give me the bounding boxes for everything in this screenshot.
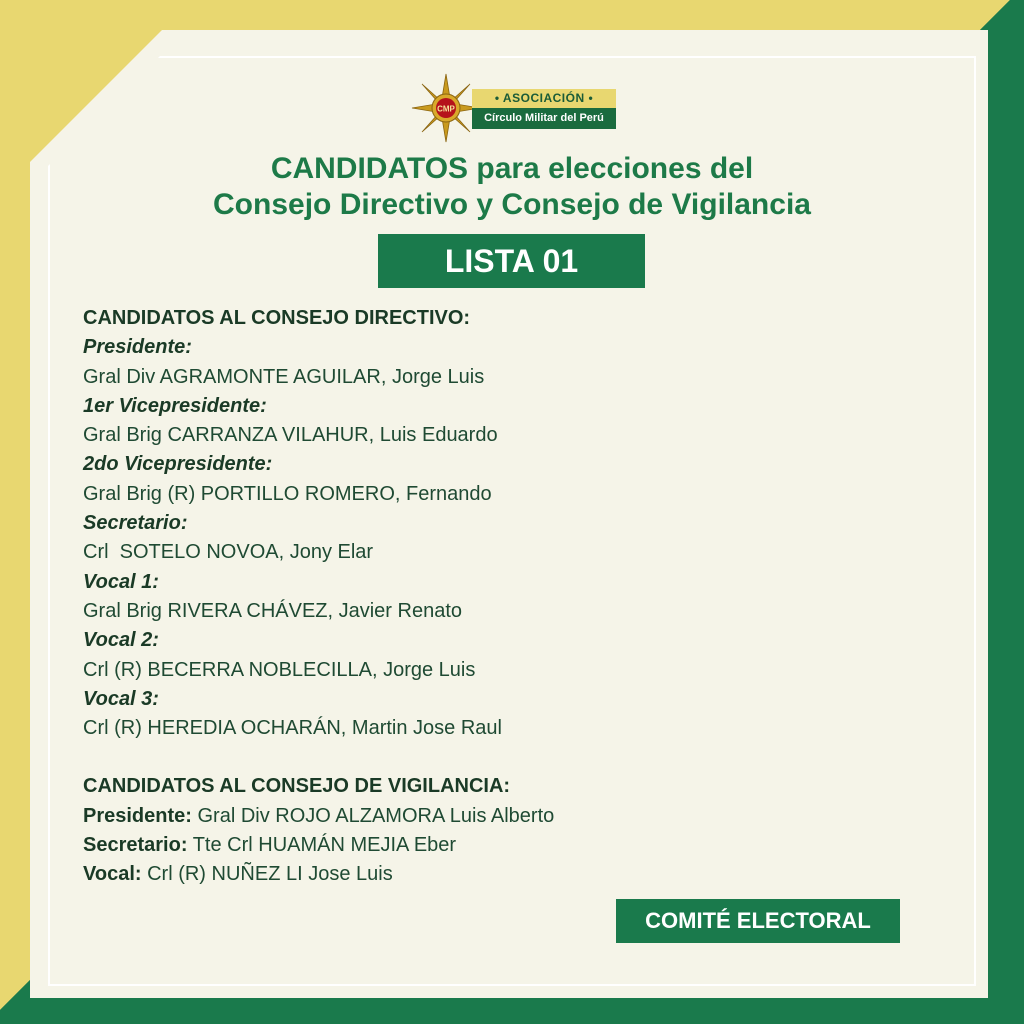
candidate-name: Gral Brig RIVERA CHÁVEZ, Javier Renato [83,599,463,622]
vigilancia-heading: CANDIDATOS AL CONSEJO DE VIGILANCIA: [83,775,511,798]
role-label: Vocal: [83,863,142,886]
role-label: Vocal 2: [83,629,159,652]
lista-badge: LISTA 01 [378,234,645,288]
logo-bottom-text: Círculo Militar del Perú [472,108,616,129]
candidate-name: Tte Crl HUAMÁN MEJIA Eber [187,834,457,857]
candidate-name: Gral Div ROJO ALZAMORA Luis Alberto [191,804,555,827]
directivo-heading: CANDIDATOS AL CONSEJO DIRECTIVO: [83,307,471,329]
candidates-content [83,304,903,890]
role-label: Vocal 1: [83,570,159,593]
logo-top-text: • ASOCIACIÓN • [472,89,616,108]
page-title-line2: Consejo Directivo y Consejo de Vigilancia [213,188,811,221]
role-label: Secretario: [83,834,188,857]
role-label: Presidente: [83,804,192,827]
comite-electoral-badge: COMITÉ ELECTORAL [616,899,900,943]
vigilancia-row [83,831,903,860]
page-title-line1: CANDIDATOS para elecciones del [270,152,754,185]
role-label: Presidente: [83,336,192,359]
logo-text-box [472,89,616,129]
emblem-text: CMP [437,104,455,114]
role-label: 2do Vicepresidente: [83,453,273,476]
section-spacer [83,743,903,772]
vigilancia-row [83,802,903,831]
candidate-name: Crl (R) BECERRA NOBLECILLA, Jorge Luis [83,658,476,681]
role-label: Vocal 3: [83,687,159,710]
candidate-name: Crl (R) HEREDIA OCHARÁN, Martin Jose Raul [83,717,502,740]
role-label: Secretario: [83,512,188,535]
association-logo [410,72,620,144]
candidate-name: Crl (R) NUÑEZ LI Jose Luis [141,863,393,886]
candidate-name: Gral Div AGRAMONTE AGUILAR, Jorge Luis [83,365,485,388]
role-label: 1er Vicepresidente: [83,394,267,417]
candidate-name: Gral Brig CARRANZA VILAHUR, Luis Eduardo [83,424,498,447]
vigilancia-row [83,860,903,889]
candidate-name: Crl SOTELO NOVOA, Jony Elar [83,541,374,564]
candidate-name: Gral Brig (R) PORTILLO ROMERO, Fernando [83,482,492,505]
